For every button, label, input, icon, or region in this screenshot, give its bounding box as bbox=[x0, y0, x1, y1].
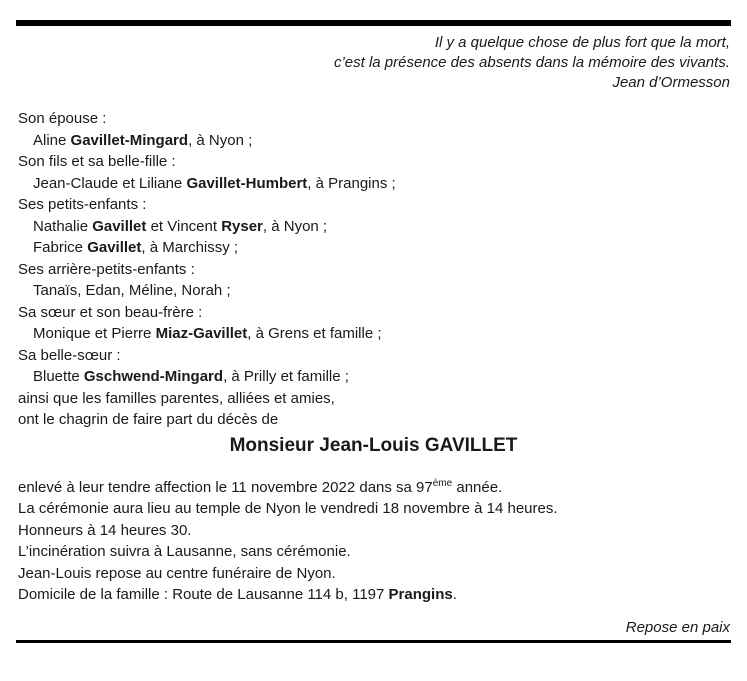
text-segment: Son épouse : bbox=[18, 110, 107, 127]
text-segment: Ses petits-enfants : bbox=[18, 196, 147, 213]
text-segment: Bluette bbox=[33, 368, 84, 385]
family-line bbox=[18, 259, 747, 281]
surname-emphasis: Gavillet-Mingard bbox=[70, 131, 189, 149]
text-segment: Sa sœur et son beau-frère : bbox=[18, 303, 203, 321]
family-line bbox=[18, 237, 747, 259]
text-segment: et Vincent bbox=[146, 217, 222, 235]
text-segment: Tanaïs, Edan, Méline, Norah ; bbox=[33, 282, 231, 299]
family-line bbox=[18, 409, 747, 431]
text-segment: , à Nyon ; bbox=[262, 217, 328, 235]
text-segment: Son fils et sa belle-fille : bbox=[18, 153, 176, 170]
text-segment: année. bbox=[452, 478, 503, 496]
surname-emphasis: Miaz-Gavillet bbox=[155, 325, 248, 342]
family-line bbox=[18, 173, 747, 195]
text-segment: Honneurs à 14 heures 30. bbox=[18, 521, 192, 539]
surname-emphasis: Gavillet bbox=[87, 239, 142, 256]
text-segment: , à Grens et famille ; bbox=[247, 325, 382, 342]
text-segment: Aline bbox=[33, 131, 71, 149]
family-line bbox=[18, 323, 747, 345]
quote-line-1: Il y a quelque chose de plus fort que la mort, bbox=[434, 34, 730, 51]
surname-emphasis: Gschwend-Mingard bbox=[83, 368, 224, 385]
top-rule bbox=[16, 20, 731, 26]
family-line bbox=[18, 194, 747, 216]
surname-emphasis: Prangins bbox=[388, 586, 453, 603]
surname-emphasis: Ryser bbox=[221, 217, 263, 235]
text-segment: ainsi que les familles parentes, alliées et amies, bbox=[18, 389, 335, 407]
text-segment: Nathalie bbox=[33, 217, 93, 235]
notice-line bbox=[18, 541, 747, 563]
notice-line bbox=[18, 477, 747, 499]
family-line bbox=[18, 216, 747, 238]
text-segment: Fabrice bbox=[33, 239, 88, 256]
family-line bbox=[18, 280, 747, 302]
text-segment: Domicile de la famille : Route de Lausanne 114 b, 1197 bbox=[18, 586, 389, 603]
text-segment: , à Prangins ; bbox=[307, 174, 396, 192]
ceremony-notice bbox=[18, 477, 747, 606]
surname-emphasis: Gavillet bbox=[92, 217, 147, 235]
ordinal-superscript: ème bbox=[432, 477, 453, 489]
family-line bbox=[18, 302, 747, 324]
text-segment: enlevé à leur tendre affection le 11 novembre 2022 dans sa 97 bbox=[18, 478, 433, 496]
family-line bbox=[18, 388, 747, 410]
family-line bbox=[18, 130, 747, 152]
quote-author: Jean d’Ormesson bbox=[612, 74, 730, 91]
notice-line bbox=[18, 563, 747, 585]
family-line bbox=[18, 108, 747, 130]
text-segment: Sa belle-sœur : bbox=[18, 346, 121, 364]
text-segment: Monique et Pierre bbox=[33, 325, 156, 342]
text-segment: Jean-Claude et Liliane bbox=[33, 174, 187, 192]
deceased-name: Monsieur Jean-Louis GAVILLET bbox=[229, 434, 518, 456]
notice-line bbox=[18, 584, 747, 606]
notice-line bbox=[18, 520, 747, 542]
text-segment: La cérémonie aura lieu au temple de Nyon le vendredi 18 novembre à 14 heures. bbox=[18, 500, 558, 517]
family-line bbox=[18, 366, 747, 388]
text-segment: , à Marchissy ; bbox=[141, 239, 239, 256]
closing-phrase: Repose en paix bbox=[625, 618, 730, 636]
family-line bbox=[18, 345, 747, 367]
quote-line-2: c’est la présence des absents dans la mémoire des vivants. bbox=[333, 54, 730, 71]
text-segment: ont le chagrin de faire part du décès de bbox=[18, 411, 279, 428]
text-segment: Ses arrière-petits-enfants : bbox=[18, 260, 195, 278]
text-segment: , à Nyon ; bbox=[188, 131, 253, 149]
family-line bbox=[18, 151, 747, 173]
text-segment: Jean-Louis repose au centre funéraire de Nyon. bbox=[18, 564, 336, 582]
surname-emphasis: Gavillet-Humbert bbox=[186, 174, 308, 192]
notice-line bbox=[18, 498, 747, 520]
bottom-rule bbox=[16, 640, 731, 643]
family-list bbox=[18, 108, 747, 431]
text-segment: , à Prilly et famille ; bbox=[223, 368, 349, 385]
text-segment: . bbox=[452, 586, 457, 603]
quote-block bbox=[0, 33, 730, 93]
text-segment: L’incinération suivra à Lausanne, sans cérémonie. bbox=[18, 543, 351, 560]
death-announcement-page bbox=[0, 20, 747, 681]
